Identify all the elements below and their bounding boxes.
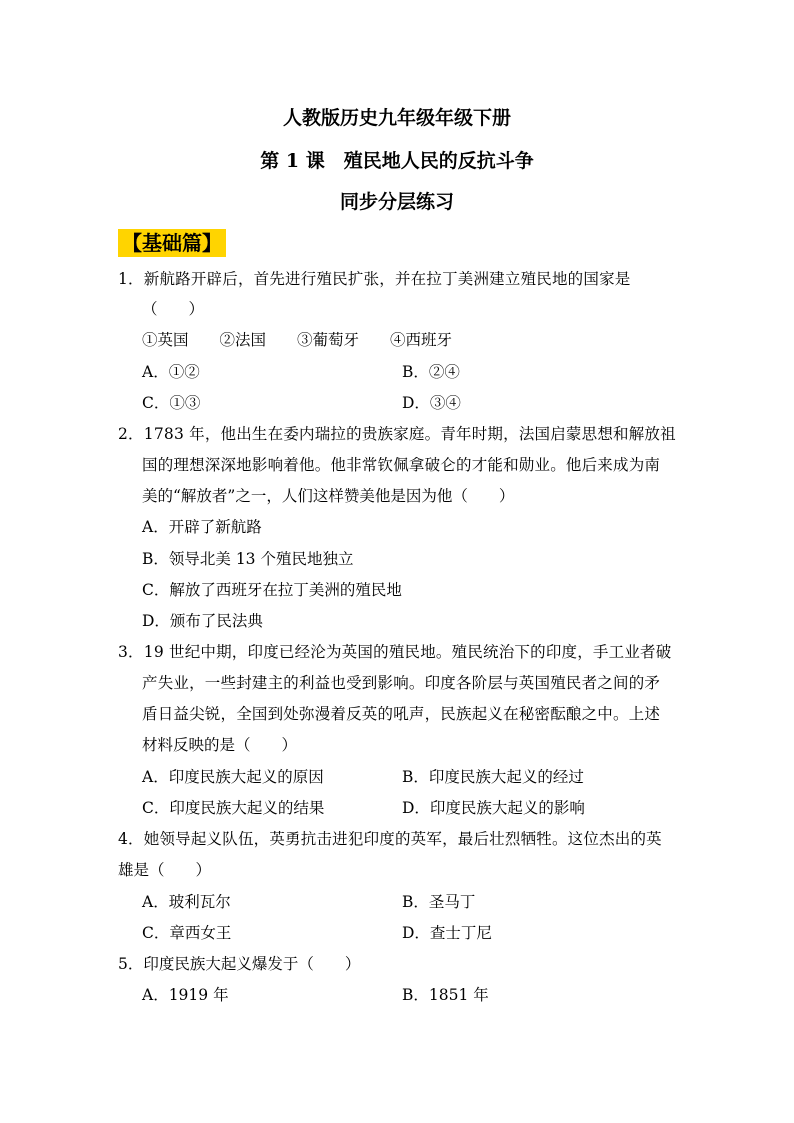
question-3-stem-line-2: 产失业，一些封建主的利益也受到影响。印度各阶层与英国殖民者之间的矛: [142, 674, 661, 692]
question-2-stem-line-2: 国的理想深深地影响着他。他非常钦佩拿破仑的才能和勋业。他后来成为南: [142, 456, 661, 474]
lesson-title: 第 1 课 殖民地人民的反抗斗争: [260, 150, 534, 172]
question-3-option-a: A．印度民族大起义的原因: [142, 768, 324, 786]
question-5-option-b: B．1851 年: [402, 986, 489, 1004]
question-2-stem-line-3: 美的“解放者”之一，人们这样赞美他是因为他（ ）: [142, 487, 515, 505]
question-4-stem-line-2: 雄是（ ）: [118, 861, 212, 879]
question-3-option-c: C．印度民族大起义的结果: [142, 799, 325, 817]
question-1-option-d: D．③④: [402, 394, 461, 412]
question-3-stem-line-4: 材料反映的是（ ）: [142, 736, 298, 754]
question-2-stem-line-1: 2．1783 年，他出生在委内瑞拉的贵族家庭。青年时期，法国启蒙思想和解放祖: [118, 425, 676, 443]
question-1-stem-line-1: 1．新航路开辟后，首先进行殖民扩张，并在拉丁美洲建立殖民地的国家是: [118, 270, 631, 288]
question-2-option-c: C．解放了西班牙在拉丁美洲的殖民地: [142, 581, 402, 599]
question-1-stem-line-2: （ ）: [142, 300, 205, 318]
question-4-option-b: B．圣马丁: [402, 893, 476, 911]
document-title: 人教版历史九年级年级下册: [282, 107, 511, 129]
question-3-stem-line-3: 盾日益尖锐，全国到处弥漫着反英的吼声，民族起义在秘密酝酿之中。上述: [142, 705, 661, 723]
document-subtitle: 同步分层练习: [339, 191, 454, 213]
question-4-option-d: D．查士丁尼: [402, 924, 492, 942]
question-3-option-d: D．印度民族大起义的影响: [402, 799, 585, 817]
question-4-stem-line-1: 4．她领导起义队伍，英勇抗击进犯印度的英军，最后壮烈牺牲。这位杰出的英: [118, 830, 662, 848]
question-5-option-a: A．1919 年: [142, 986, 229, 1004]
question-3-option-b: B．印度民族大起义的经过: [402, 768, 584, 786]
question-2-option-b: B．领导北美 13 个殖民地独立: [142, 550, 354, 568]
question-4-option-c: C．章西女王: [142, 924, 232, 942]
question-5-stem: 5．印度民族大起义爆发于（ ）: [118, 955, 361, 973]
section-label: 【基础篇】: [118, 229, 226, 257]
question-1-items: ①英国 ②法国 ③葡萄牙 ④西班牙: [142, 331, 453, 349]
question-1-option-a: A．①②: [142, 363, 200, 381]
question-4-option-a: A．玻利瓦尔: [142, 893, 231, 911]
question-1-option-b: B．②④: [402, 363, 460, 381]
question-2-option-d: D．颁布了民法典: [142, 612, 263, 630]
question-2-option-a: A．开辟了新航路: [142, 518, 262, 536]
question-1-option-c: C．①③: [142, 394, 201, 412]
question-3-stem-line-1: 3．19 世纪中期，印度已经沦为英国的殖民地。殖民统治下的印度，手工业者破: [118, 643, 672, 661]
